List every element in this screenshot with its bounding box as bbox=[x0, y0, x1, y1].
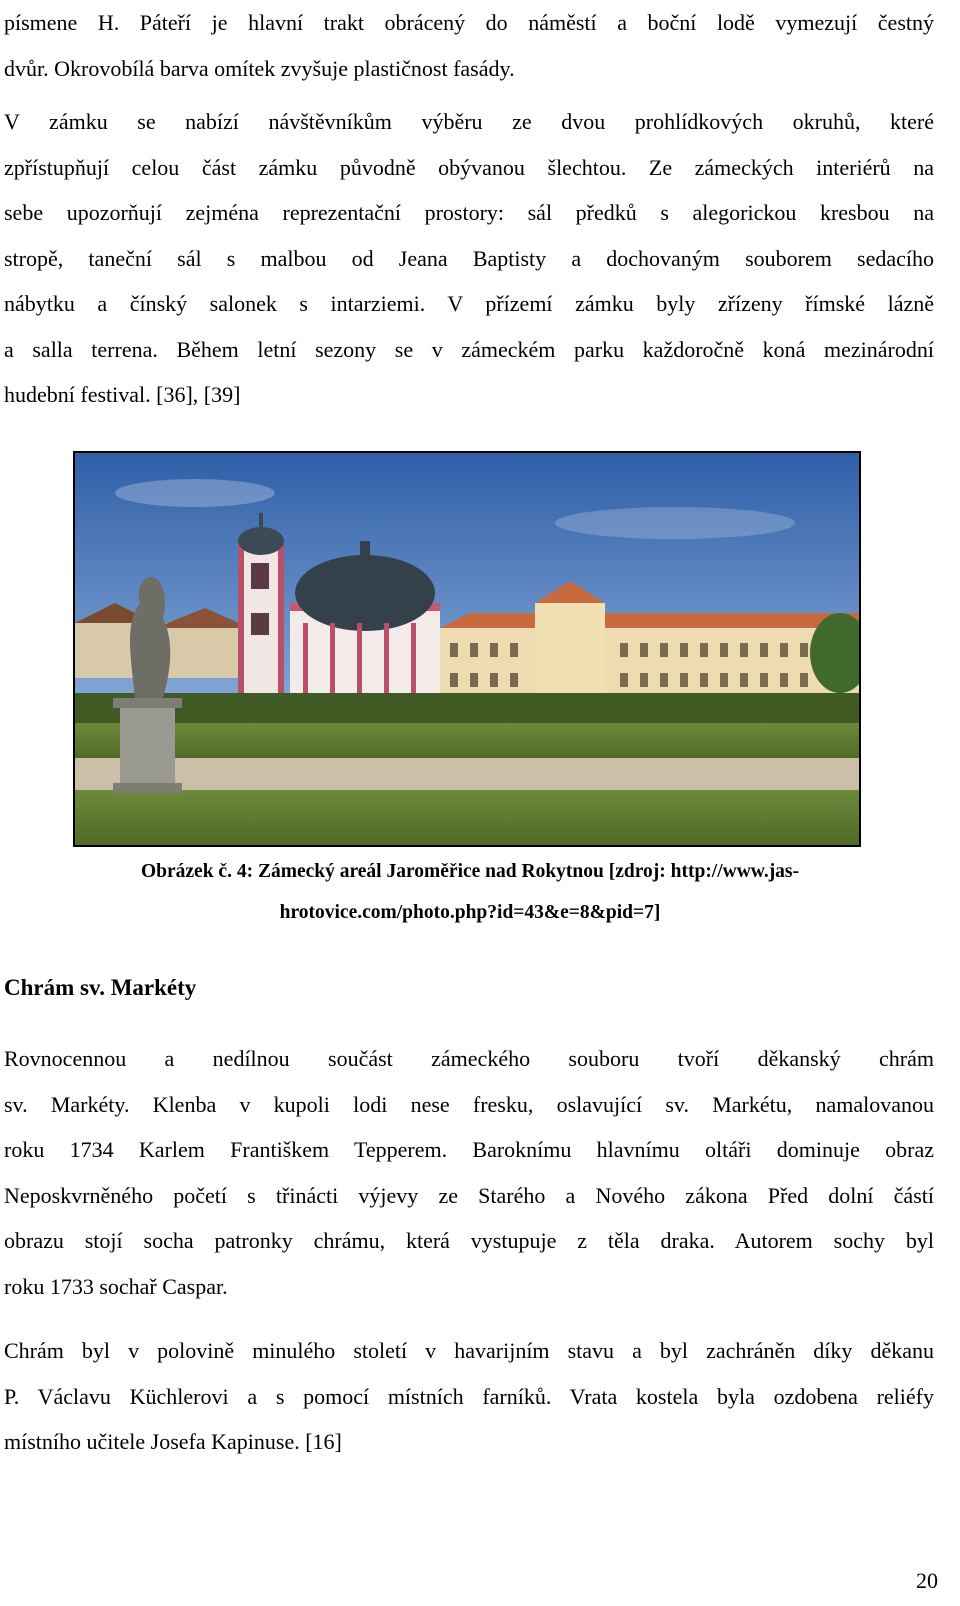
text-line: a salla terrena. Během letní sezony se v zámeckém parku každoročně koná mezinárodní bbox=[4, 336, 934, 362]
paragraph-2 bbox=[4, 99, 934, 418]
text-line: V zámku se nabízí návštěvníkům výběru ze dvou prohlídkových okruhů, které bbox=[4, 109, 934, 134]
paragraph-4 bbox=[4, 1328, 934, 1465]
paragraph-3 bbox=[4, 1036, 934, 1309]
caption-line: hrotovice.com/photo.php?id=43&e=8&pid=7] bbox=[279, 902, 661, 923]
text-line: nábytku a čínský salonek s intarziemi. V přízemí zámku byly zřízeny římské lázně bbox=[4, 291, 934, 316]
text-line: sv. Markéty. Klenba v kupoli lodi nese fresku, oslavující sv. Markétu, namalovanou bbox=[4, 1091, 934, 1117]
section-heading: Chrám sv. Markéty bbox=[4, 975, 197, 1000]
text-line: roku 1734 Karlem Františkem Tepperem. Baroknímu hlavnímu oltáři dominuje obraz bbox=[4, 1137, 934, 1162]
text-line: roku 1733 sochař Caspar. bbox=[4, 1273, 228, 1299]
paragraph-1 bbox=[4, 0, 934, 91]
text-line: sebe upozorňují zejména reprezentační prostory: sál předků s alegorickou kresbou na bbox=[4, 200, 934, 225]
page-number: 20 bbox=[916, 1568, 938, 1593]
figure-caption bbox=[70, 851, 870, 933]
text-line: obrazu stojí socha patronky chrámu, která vystupuje z těla draka. Autorem sochy byl bbox=[4, 1228, 934, 1253]
text-line: místního učitele Josefa Kapinuse. [16] bbox=[4, 1429, 342, 1454]
text-line: Chrám byl v polovině minulého století v havarijním stavu a byl zachráněn díky děkanu bbox=[4, 1338, 934, 1363]
text-line: stropě, taneční sál s malbou od Jeana Baptisty a dochovaným souborem sedacího bbox=[4, 245, 934, 271]
text-line: P. Václavu Küchlerovi a s pomocí místních farníků. Vrata kostela byla ozdobena reliéfy bbox=[4, 1383, 934, 1409]
text-line: Neposkvrněného početí s třinácti výjevy ze Starého a Nového zákona Před dolní částí bbox=[4, 1182, 934, 1208]
caption-line: Obrázek č. 4: Zámecký areál Jaroměřice nad Rokytnou [zdroj: http://www.jas- bbox=[140, 861, 800, 882]
chateau-photo bbox=[73, 451, 861, 847]
text-line: zpřístupňují celou část zámku původně obývanou šlechtou. Ze zámeckých interiérů na bbox=[4, 154, 934, 180]
text-line: Rovnocennou a nedílnou součást zámeckého souboru tvoří děkanský chrám bbox=[4, 1046, 934, 1071]
text-line: písmene H. Páteří je hlavní trakt obrácený do náměstí a boční lodě vymezují čestný bbox=[4, 10, 934, 35]
text-line: hudební festival. [36], [39] bbox=[4, 382, 241, 407]
text-line: dvůr. Okrovobílá barva omítek zvyšuje plastičnost fasády. bbox=[4, 55, 515, 81]
